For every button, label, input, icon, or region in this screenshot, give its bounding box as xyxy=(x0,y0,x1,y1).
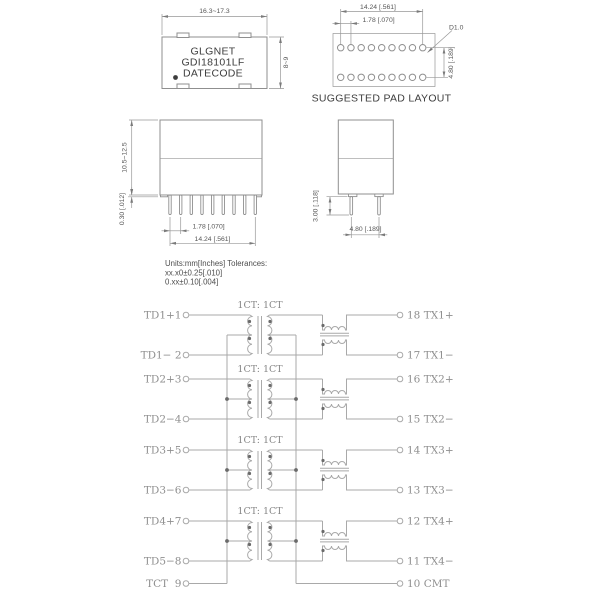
pad-mark xyxy=(239,33,251,38)
pin-label-tx2m: 15 TX2− xyxy=(407,413,454,426)
marking-text: DATECODE xyxy=(183,67,243,80)
pin-label-td1p: TD1+1 xyxy=(143,309,182,322)
pin-label-cmt: 10 CMT xyxy=(407,578,450,590)
turns-ratio-label-3: 1CT: 1CT xyxy=(237,435,283,446)
turns-ratio-label-1: 1CT: 1CT xyxy=(237,300,283,311)
pin-label-td4p: TD4+7 xyxy=(143,515,182,528)
pin1-dot xyxy=(173,75,178,80)
note-line-3: 0.xx±0.10[.004] xyxy=(165,277,219,287)
pin-label-tx3p: 14 TX3+ xyxy=(407,444,454,457)
pin-label-tx2p: 16 TX2+ xyxy=(407,373,454,386)
pin-label-td2p: TD2+3 xyxy=(143,373,182,386)
pin-label-td3p: TD3+5 xyxy=(143,444,182,457)
dim-package-height: 8~9 xyxy=(283,56,290,69)
turns-ratio-label-2: 1CT: 1CT xyxy=(237,364,283,375)
pin-label-tx4p: 12 TX4+ xyxy=(407,515,454,528)
dim-pin-length: 3.00 [.118] xyxy=(312,190,320,222)
channel-3-symbol xyxy=(183,447,403,493)
pad-mark xyxy=(239,84,251,89)
turns-ratio-label-4: 1CT: 1CT xyxy=(237,506,283,517)
pin-label-tx3m: 13 TX3− xyxy=(407,484,454,497)
side-view xyxy=(313,120,394,238)
pad-mark xyxy=(177,84,189,89)
pin-label-td3m: TD3−6 xyxy=(143,484,182,497)
schematic xyxy=(141,300,454,590)
tolerance-note xyxy=(165,259,267,287)
pad-layout xyxy=(312,4,464,105)
pin-label-td2m: TD2−4 xyxy=(143,413,182,426)
pin-label-tct: TCT 9 xyxy=(146,578,182,590)
pin-label-tx1m: 17 TX1− xyxy=(407,349,454,362)
dim-pad-row: 4.80 [.189] xyxy=(448,46,455,79)
channel-4-symbol xyxy=(183,518,403,564)
channel-1-symbol xyxy=(183,312,403,358)
dim-pad-pitch: 1.78 [.070] xyxy=(362,17,395,24)
dim-pin-pitch: 1.78 [.070] xyxy=(192,223,225,231)
pad-mark xyxy=(177,33,189,38)
pin-label-td1m: TD1− 2 xyxy=(140,349,182,362)
dim-body-height: 10.5~12.5 xyxy=(121,142,129,173)
note-line-2: xx.x0±0.25[.010] xyxy=(165,268,223,278)
channel-2-symbol xyxy=(183,376,403,422)
front-view xyxy=(119,120,262,246)
dim-hole-diameter: D1.0 xyxy=(449,24,464,32)
note-line-1: Units:mm[Inches] Tolerances: xyxy=(165,259,268,268)
pin-label-tx4m: 11 TX4− xyxy=(407,555,454,568)
pin-label-td5m: TD5−8 xyxy=(143,555,182,568)
part-number-text: GDI18101LF xyxy=(181,56,245,69)
dim-package-width: 16.3~17.3 xyxy=(199,8,230,15)
dim-standoff: 0.30 [.012] xyxy=(119,192,126,226)
dim-pad-width: 14.24 [.561] xyxy=(360,4,396,11)
dim-pin-span: 14.24 [.561] xyxy=(194,235,231,243)
package-top-view xyxy=(162,8,290,89)
brand-text: GLGNET xyxy=(190,45,236,58)
pad-layout-title: SUGGESTED PAD LAYOUT xyxy=(311,92,452,105)
pin-label-tx1p: 18 TX1+ xyxy=(407,309,454,322)
dim-pin-depth: 4.80 [.189] xyxy=(349,226,382,233)
